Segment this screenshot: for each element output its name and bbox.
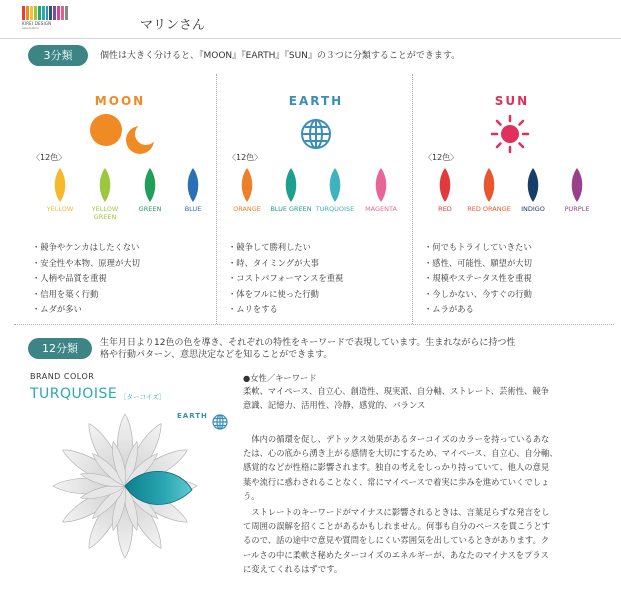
color-label: RED ORANGE <box>467 205 511 213</box>
sun-icon <box>490 114 530 154</box>
color-leaves <box>414 168 610 228</box>
leaf-shape <box>55 168 66 202</box>
group-title: EARTH <box>288 94 344 108</box>
brand-logo <box>22 6 68 36</box>
globe-icon <box>212 414 228 430</box>
description-line: う。 <box>243 490 260 501</box>
leaf-icon <box>438 168 452 202</box>
leaf-icon <box>328 168 342 202</box>
leaf-icon <box>374 168 388 202</box>
logo-bar <box>30 6 33 20</box>
logo-bar <box>61 6 64 20</box>
description-line: 葉や流行に惑わされることなく、常にマイペースで着実に歩みを進めていくでしょ <box>243 476 550 487</box>
leaf-shape <box>188 168 199 202</box>
description-line: 感覚的などが性格に影響されます。独自の考えをしっかり持っていて、他人の意見 <box>243 462 550 473</box>
trait-item: ・競争して勝利したい <box>228 242 311 252</box>
description-line: たは、心の底から湧き上がる感情を大切にするため、マイペース、自立心、自分軸、 <box>243 448 558 459</box>
description-paragraph-2 <box>243 505 613 576</box>
leaf-icon <box>570 168 584 202</box>
description-line: ストレートのキーワードがマイナスに影響されるときは、言葉足らずな発言をし <box>251 507 550 517</box>
group-moon <box>22 80 218 322</box>
color-label: YELLOW GREEN <box>91 205 119 221</box>
group-sun <box>414 80 610 322</box>
color-label: BLUE GREEN <box>270 205 312 213</box>
color-label: MAGENTA <box>365 205 397 213</box>
section2-intro-line: 格や行動パターン、意思決定などを知ることができます。 <box>100 350 333 360</box>
color-yellow <box>35 168 85 214</box>
logo-bar <box>49 6 52 20</box>
description-line: に変えてくれるはずです。 <box>243 563 343 574</box>
group-title: SUN <box>494 94 530 108</box>
color-label: ORANGE <box>233 205 261 213</box>
group-earth <box>218 80 414 322</box>
color-turquoise <box>310 168 360 214</box>
color-indigo <box>508 168 558 214</box>
trait-item: ・ムダが多い <box>32 304 82 314</box>
leaf-shape <box>484 168 495 202</box>
color-yellow-green <box>80 168 130 221</box>
color-purple <box>552 168 602 214</box>
group-title: MOON <box>94 94 146 108</box>
trait-item: ・規模やステータス性を重視 <box>424 273 532 283</box>
description-line: るので、話の途中で意見や質問をしにくい雰囲気を出しているときがあります。ク <box>243 535 550 546</box>
moon-icon <box>88 110 158 158</box>
logo-subtext: association <box>22 26 39 31</box>
keyword-line: 意識、記憶力、活用性、冷静、感覚的、バランス <box>243 399 426 410</box>
section2-intro-line: 生年月日より12色の色を導き、それぞれの特性をキーワードで表現しています。生まれながらに持つ性 <box>100 338 516 348</box>
color-label: PURPLE <box>564 205 590 213</box>
color-blue <box>168 168 218 214</box>
leaf-shape <box>572 168 583 202</box>
leaf-shape <box>100 168 111 202</box>
leaf-shape <box>528 168 539 202</box>
globe-icon <box>300 118 332 150</box>
logo-color-bars <box>22 6 68 20</box>
brand-color-label: BRAND COLOR <box>30 372 95 381</box>
section-divider <box>14 324 614 325</box>
description-line: ールさの中に柔軟さ秘めたターコイズのエネルギーが、あなたのマイナスをプラス <box>243 549 549 560</box>
color-label: INDIGO <box>521 205 545 213</box>
color-leaves <box>218 168 414 228</box>
trait-item: ・今しかない、今すぐの行動 <box>424 288 532 299</box>
trait-item: ・競争やケンカはしたくない <box>32 242 140 252</box>
leaf-shape <box>145 168 156 202</box>
logo-bar <box>65 6 68 20</box>
leaf-shape <box>440 168 451 202</box>
header-divider <box>0 38 621 39</box>
trait-item: ・コストパフォーマンスを重視 <box>228 273 344 283</box>
description-line: 体内の循環を促し、デトックス効果があるターコイズのカラーを持っているあな <box>251 434 550 444</box>
leaf-shape <box>286 168 297 202</box>
logo-bar <box>26 6 29 20</box>
leaf-shape <box>242 168 253 202</box>
section-badge-3-types: 3分類 <box>28 45 88 66</box>
color-label: YELLOW <box>46 205 74 213</box>
color-label: RED <box>438 205 452 213</box>
leaf-icon <box>143 168 157 202</box>
logo-bar <box>34 6 37 20</box>
trait-list <box>32 240 140 318</box>
section1-intro: 個性は大きく分けると、『MOON』『EARTH』『SUN』の３つに分類することができます。 <box>100 51 461 61</box>
logo-bar <box>53 6 56 20</box>
group-count: 〈12色〉 <box>228 153 263 162</box>
trait-item: ・ムラがある <box>424 304 474 314</box>
trait-item: ・信用を築く行動 <box>32 288 99 299</box>
color-blue-green <box>266 168 316 214</box>
page-header <box>0 0 621 40</box>
brand-color-reading: ［ターコイズ］ <box>120 393 166 401</box>
leaf-icon <box>240 168 254 202</box>
leaf-shape <box>376 168 387 202</box>
leaf-icon <box>53 168 67 202</box>
keyword-line: 柔軟、マイペース、自立心、創造性、現実派、自分軸、ストレート、芸術性、競争 <box>243 386 549 396</box>
logo-bar <box>22 6 25 20</box>
trait-item: ・体をフルに使った行動 <box>228 288 319 299</box>
description-line: て周囲の誤解を招くことがあるかもしれません。何事も自分のペースを貫こうとす <box>243 521 551 532</box>
trait-item: ・人柄や品質を重視 <box>32 273 107 283</box>
color-leaves <box>22 168 218 228</box>
color-magenta <box>356 168 406 214</box>
color-red-orange <box>464 168 514 214</box>
group-count: 〈12色〉 <box>424 153 459 162</box>
brand-color-name: TURQUOISE <box>30 386 118 402</box>
trait-item: ・時、タイミングが大事 <box>228 257 319 268</box>
trait-item: ・何でもトライしていきたい <box>424 242 532 252</box>
color-label: BLUE <box>184 205 202 213</box>
leaf-icon <box>526 168 540 202</box>
logo-bar <box>38 6 41 20</box>
section2-intro <box>100 337 612 361</box>
trait-item: ・安全性や本物、原理が大切 <box>32 257 140 268</box>
leaf-shape <box>330 168 341 202</box>
leaf-icon <box>284 168 298 202</box>
leaf-icon <box>98 168 112 202</box>
trait-list <box>228 240 343 318</box>
trait-item: ・ムリをする <box>228 304 278 314</box>
brand-group-tag: EARTH <box>177 412 208 420</box>
logo-bar <box>57 6 60 20</box>
trait-list <box>424 240 532 318</box>
logo-text: KIREI DESIGN <box>22 21 52 26</box>
keyword-heading: ●女性／キーワード <box>243 373 317 383</box>
color-red <box>420 168 470 214</box>
description-paragraph-1 <box>243 432 613 503</box>
section-badge-12-types: 12分類 <box>28 338 92 359</box>
group-count: 〈12色〉 <box>32 153 67 162</box>
flower-illustration <box>50 406 200 566</box>
leaf-icon <box>482 168 496 202</box>
leaf-icon <box>186 168 200 202</box>
logo-bar <box>46 6 49 20</box>
keyword-list <box>243 385 613 412</box>
color-label: TURQUOISE <box>315 205 355 213</box>
color-orange <box>222 168 272 214</box>
logo-bar <box>42 6 45 20</box>
customer-name: マリンさん <box>140 18 206 33</box>
color-label: GREEN <box>138 205 162 213</box>
trait-item: ・感性、可能性、願望が大切 <box>424 257 532 268</box>
